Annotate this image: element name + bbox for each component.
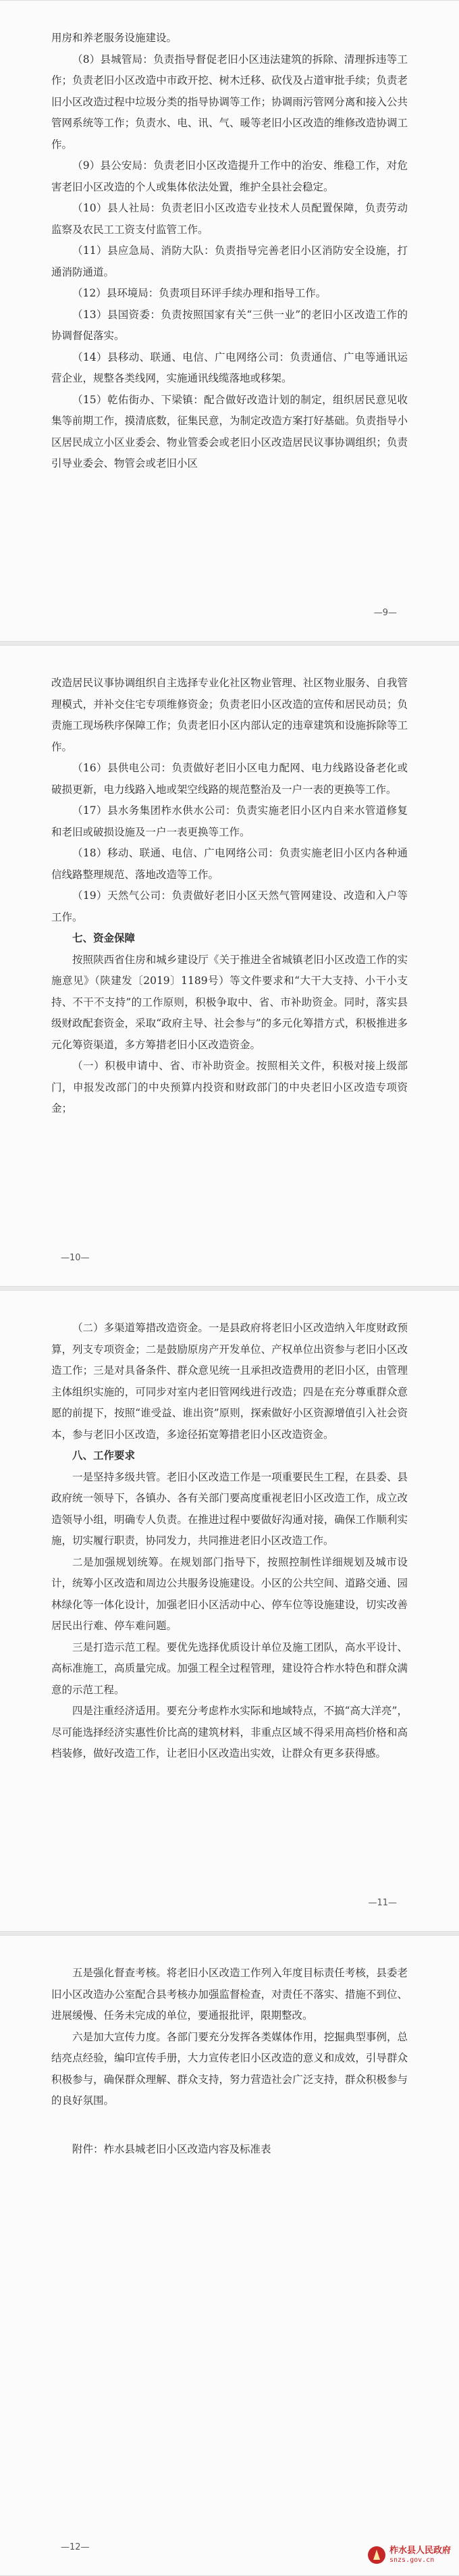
- logo-text: [389, 2546, 451, 2564]
- paragraph: （19）天然气公司：负责做好老旧小区天然气管网建设、改造和入户等工作。: [51, 890, 408, 923]
- paragraph: 用房和养老服务设施建设。: [51, 32, 178, 44]
- page-content: [51, 673, 408, 1120]
- paragraph: （18）移动、联通、电信、广电网络公司：负责实施老旧小区内各种通信线路整理规范、落地改造等工作。: [51, 847, 408, 881]
- page-number: —12—: [61, 2542, 90, 2552]
- paragraph: （14）县移动、联通、电信、广电网络公司：负责通信、广电等通讯运营企业，规整各类线网，实施通讯线缆落地或移架。: [51, 351, 408, 384]
- paragraph: （二）多渠道筹措改造资金。一是县政府将老旧小区改造纳入年度财政预算，列支专项资金；二是鼓励原房产开发单位、产权单位出资参与老旧小区改造工作；三是对具备条件、群众意见统一且承担改造费用的老旧小区，由管理主体组织实施的，可同步对室内老旧管网线进行改造；四是在充分尊重群众意愿的前提下，按照“谁受益、谁出资”原则，探索做好小区资源增值引入社会资本，参与老旧小区改造，多途径拓宽筹措老旧小区改造资金。: [51, 1322, 408, 1441]
- paragraph: 五是强化督查考核。将老旧小区改造工作列入年度目标责任考核，县委老旧小区改造办公室配合县考核办加强监督检查，对责任不落实、措施不到位、进展缓慢、任务未完成的单位，要通报批评，限期整改。: [51, 1967, 408, 2021]
- paragraph: 三是打造示范工程。要优先选择优质设计单位及施工团队，高水平设计、高标准施工，高质量完成。加强工程全过程管理，建设符合柞水特色和群众满意的示范工程。: [51, 1641, 408, 1696]
- paragraph: （10）县人社局：负责老旧小区改造专业技术人员配置保障，负责劳动监察及农民工工资支付监管工作。: [51, 202, 408, 236]
- paragraph: （13）县国资委：负责按照国家有关“三供一业”的老旧小区改造工作的协调督促落实。: [51, 308, 408, 342]
- paragraph: 六是加大宣传力度。各部门要充分发挥各类媒体作用，挖掘典型事例，总结亮点经验，编印宣传手册，大力宣传老旧小区改造的意义和成效，引导群众积极参与，确保群众理解、群众支持，努力营造社会广泛支持，群众积极参与的良好氛围。: [51, 2030, 408, 2107]
- paragraph: 一是坚持多级共管。老旧小区改造工作是一项重要民生工程，在县委、县政府统一领导下，各镇办、各有关部门要高度重视老旧小区改造工作，成立改造领导小组，明确专人负责。在推进过程中要做好沟通对接，确保工作顺利实施，切实履行职责，协同发力，共同推进老旧小区改造工作。: [51, 1470, 408, 1547]
- paragraph: 改造居民议事协调组织自主选择专业化社区物业管理、社区物业服务、自我管理模式，并补交住宅专项维修资金；负责老旧小区改造的宣传和居民动员；负责施工现场秩序保障工作；负责老旧小区内部认定的违章建筑和设施拆除等工作。: [51, 677, 408, 753]
- document-page: [0, 1935, 459, 2576]
- document-page: [0, 1290, 459, 1932]
- paragraph: （8）县城管局：负责指导督促老旧小区违法建筑的拆除、清理拆违等工作；负责老旧小区改造中市政开挖、树木迁移、砍伐及占道审批手续；负责老旧小区改造过程中垃圾分类的指导协调等工作；协调雨污管网分离和接入公共管网系统等工作；负责水、电、讯、气、暖等老旧小区改造的维修改造协调工作。: [51, 53, 408, 151]
- section-heading: 八、工作要求: [72, 1449, 136, 1462]
- paragraph: （15）乾佑街办、下梁镇：配合做好改造计划的制定，组织居民意见收集等前期工作，摸清底数，征集民意，为制定改造方案打好基础。负责指导小区居民成立小区业委会、物业管委会或老旧小区改造居民议事协调组织；负责引导业委会、物管会或老旧小区: [51, 393, 408, 469]
- logo-name: 柞水县人民政府: [389, 2545, 451, 2556]
- page-content: [51, 1318, 408, 1765]
- logo-url: snzs.gov.cn: [389, 2556, 435, 2564]
- paragraph: （一）积极申请中、省、市补助资金。按照相关文件，积极对接上级部门，申报发改部门的中央预算内投资和财政部门的中央老旧小区改造专项资金；: [51, 1060, 408, 1114]
- page-number: —11—: [368, 1898, 397, 1908]
- paragraph: 二是加强规划统筹。在规划部门指导下，按照控制性详细规划及城市设计，统筹小区改造和周边公共服务设施建设。小区的公共空间、道路交通、园林绿化等一体化设计，加强老旧小区活动中心、停车位等设施建设，切实改善居民出行难、停车难问题。: [51, 1555, 408, 1632]
- document-page: [0, 645, 459, 1287]
- paragraph: （17）县水务集团柞水供水公司：负责实施老旧小区内自来水管道修复和老旧或破损设施及一户一表更换等工作。: [51, 804, 408, 838]
- paragraph: （9）县公安局：负责老旧小区改造提升工作中的治安、维稳工作，对危害老旧小区改造的个人或集体依法处置，维护全县社会稳定。: [51, 159, 408, 193]
- paragraph: （11）县应急局、消防大队：负责指导完善老旧小区消防安全设施，打通消防通道。: [51, 244, 408, 278]
- paragraph: （12）县环境局：负责项目环评手续办理和指导工作。: [72, 287, 327, 299]
- page-number: —10—: [61, 1253, 90, 1263]
- paragraph: （16）县供电公司：负责做好老旧小区电力配网、电力线路设备老化或破损更新，电力线路入地或架空线路的规范整治及一户一表的更换等工作。: [51, 762, 408, 796]
- page-content: [51, 28, 408, 475]
- page-content: [51, 1963, 408, 2160]
- paragraph: 四是注重经济适用。要充分考虑柞水实际和地域特点，不搞“高大洋亮”，尽可能选择经济实惠性价比高的建筑材料，非重点区域不得采用高档价格和高档装修，做好改造工作，让老旧小区改造出实效，让群众有更多获得感。: [51, 1705, 408, 1759]
- section-heading: 七、资金保障: [72, 932, 136, 944]
- document-page: [0, 0, 459, 642]
- shaanxi-emblem-icon: [368, 2546, 385, 2564]
- attachment-note: 附件：柞水县城老旧小区改造内容及标准表: [72, 2142, 271, 2155]
- site-logo[interactable]: [336, 2542, 451, 2569]
- page-number: —9—: [373, 608, 397, 618]
- paragraph: 按照陕西省住房和城乡建设厅《关于推进全省城镇老旧小区改造工作的实施意见》（陕建发〔2019〕1189号）等文件要求和“大干大支持、小干小支持、不干不支持”的工作原则，积极争取中、省、市补助资金。同时，落实县级财政配套资金，采取“政府主导、社会参与”的多元化筹措方式，积极推进多元化筹资渠道，多方筹措老旧小区改造资金。: [51, 953, 408, 1051]
